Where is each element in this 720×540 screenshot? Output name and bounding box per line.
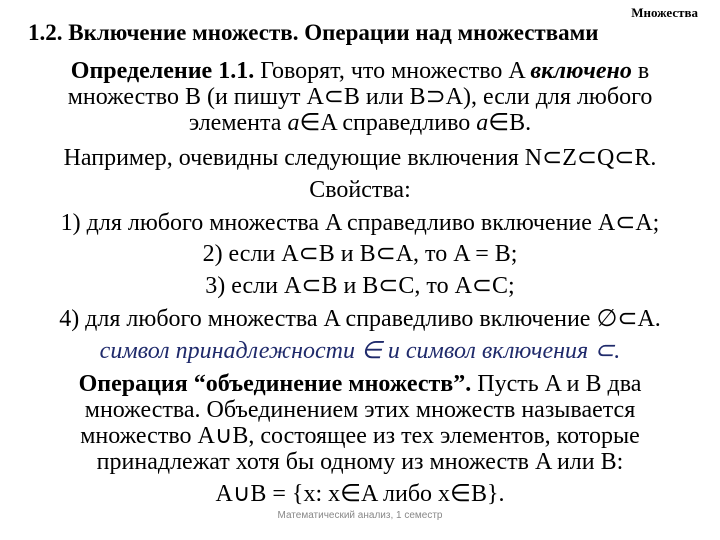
symbols-note: символ принадлежности ∈ и символ включения ⊂. — [99, 338, 621, 364]
property-4: 4) для любого множества A справедливо включение ∅⊂A. — [59, 306, 661, 332]
union-formula: A∪B = {x: x∈A либо x∈B}. — [215, 481, 505, 507]
properties-heading: Свойства: — [309, 177, 411, 203]
section-label: Множества — [631, 5, 698, 20]
union-line-2: множества. Объединением этих множеств называется — [84, 397, 636, 423]
definition-term: включено — [530, 58, 632, 84]
union-line-3: множество A∪B, состоящее из тех элементов, которые — [80, 423, 640, 449]
slide-title: 1.2. Включение множеств. Операции над множествами — [28, 20, 599, 45]
definition-label: Определение 1.1. — [70, 58, 255, 84]
example-line: Например, очевидны следующие включения N⊂Z⊂Q⊂R. — [63, 145, 657, 171]
footer: Математический анализ, 1 семестр — [277, 510, 443, 521]
definition-line-1: Определение 1.1. Говорят, что множество A включено в — [70, 58, 650, 84]
union-line-1: Операция “объединение множеств”. Пусть A и B два — [78, 371, 642, 397]
definition-line-2: множество B (и пишут A⊂B или B⊃A), если для любого — [67, 84, 653, 110]
property-2: 2) если A⊂B и B⊂A, то A = B; — [202, 241, 518, 267]
property-1: 1) для любого множества A справедливо включение A⊂A; — [60, 210, 660, 236]
property-3: 3) если A⊂B и B⊂C, то A⊂C; — [205, 273, 515, 299]
union-line-4: принадлежат хотя бы одному из множеств A или B: — [96, 449, 624, 475]
union-label: Операция “объединение множеств”. — [78, 371, 472, 397]
definition-line-3: элемента a∈A справедливо a∈B. — [188, 110, 532, 136]
